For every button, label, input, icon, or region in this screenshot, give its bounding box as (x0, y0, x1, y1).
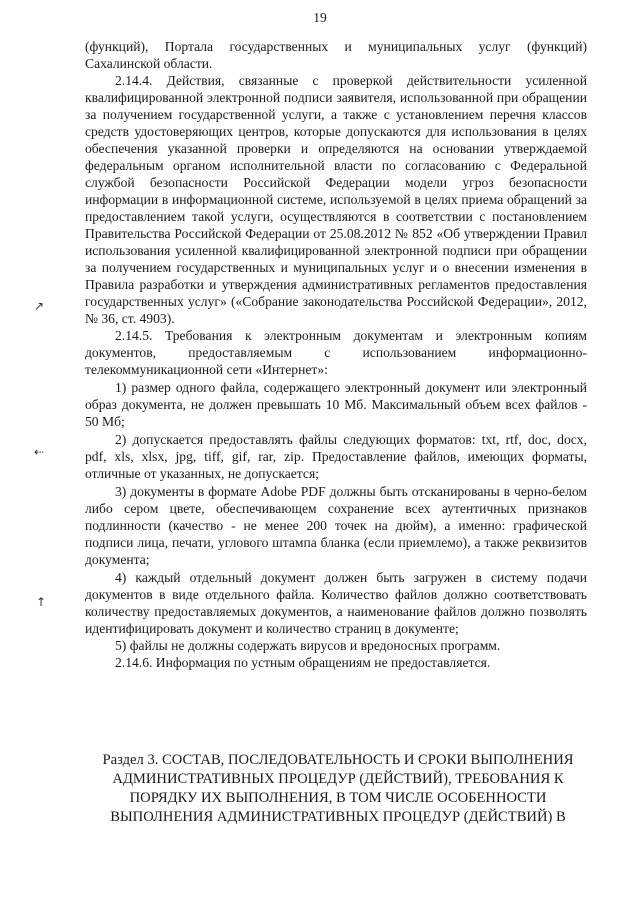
scan-mark: ↗ (34, 299, 45, 313)
list-item-5: 5) файлы не должны содержать вирусов и вредоносных программ. (115, 638, 501, 653)
paragraph-2-14-5: 2.14.5. Требования к электронным документам и электронным копиям документов, предоставляемым с использованием информационно-телекоммуникационной сети «Интернет»: (85, 328, 587, 377)
section-heading: Раздел 3. СОСТАВ, ПОСЛЕДОВАТЕЛЬНОСТЬ И СРОКИ ВЫПОЛНЕНИЯ АДМИНИСТРАТИВНЫХ ПРОЦЕДУР (ДЕЙСТВИЙ), ТРЕБОВАНИЯ К ПОРЯДКУ ИХ ВЫПОЛНЕНИЯ, В ТОМ ЧИСЛЕ ОСОБЕННОСТИ ВЫПОЛНЕНИЯ АДМИНИСТРАТИВНЫХ ПРОЦЕДУР (ДЕЙСТВИЙ) В (102, 752, 574, 825)
list-item-4: 4) каждый отдельный документ должен быть загружен в систему подачи документов в виде отдельного файла. Количество файлов должно соответствовать количеству предоставляемых документов, а наименование файлов должно позволять идентифицировать документ и количество страниц в документе; (85, 570, 587, 636)
paragraph-2-14-4: 2.14.4. Действия, связанные с проверкой действительности усиленной квалифицированной электронной подписи заявителя, использованной при обращении за получением государственной услуги, а также с установлением перечня классов средств удостоверяющих центров, которые допускаются для использования в целях обеспечения указанной проверки и определяются на основании утверждаемой федеральным органом исполнительной власти по согласованию с Федеральной службой безопасности Российской Федерации модели угроз безопасности информации в информационной системе, используемой в целях приема обращений за предоставлением такой услуги, осуществляются в соответствии с постановлением Правительства Российской Федерации от 25.08.2012 № 852 «Об утверждении Правил использования усиленной квалифицированной электронной подписи при обращении за получением государственных и муниципальных услуг и о внесении изменения в Правила разработки и утверждения административных регламентов предоставления государственных услуг» («Собрание законодательства Российской Федерации», 2012, № 36, ст. 4903). (85, 73, 587, 326)
list-item-1: 1) размер одного файла, содержащего электронный документ или электронный образ документа, не должен превышать 10 Мб. Максимальный объем всех файлов - 50 Мб; (85, 380, 587, 429)
document-body (85, 38, 587, 671)
scan-mark: ⇠ (34, 445, 45, 459)
list-item-2: 2) допускается предоставлять файлы следующих форматов: txt, rtf, doc, docx, pdf, xls, xlsx, jpg, tiff, gif, rar, zip. Предоставление файлов, имеющих форматы, отличные от указанных, не допускается; (85, 432, 587, 481)
paragraph-2-14-6: 2.14.6. Информация по устным обращениям не предоставляется. (115, 655, 491, 670)
paragraph-continuation: (функций), Портала государственных и муниципальных услуг (функций) Сахалинской области. (85, 39, 587, 71)
list-item-3: 3) документы в формате Adobe PDF должны быть отсканированы в черно-белом либо сером цвете, обеспечивающем сохранение всех аутентичных признаков подлинности (качество - не менее 200 точек на дюйм), а именно: графической подписи лица, печати, углового штампа бланка (если приемлемо), а также реквизитов документа; (85, 484, 587, 567)
scan-mark: ↑ (36, 595, 47, 609)
page-number: 19 (313, 10, 327, 25)
